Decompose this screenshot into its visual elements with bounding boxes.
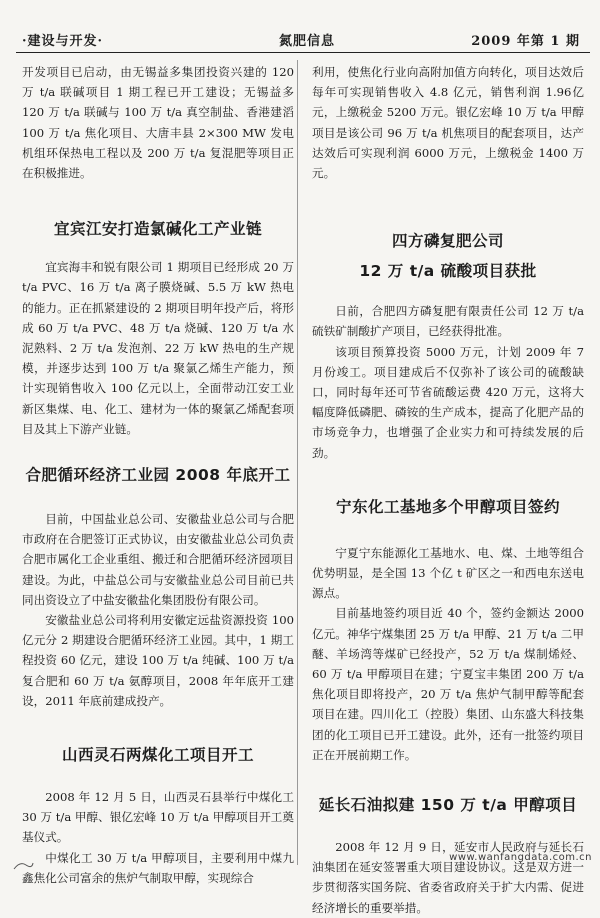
site-watermark: www.wanfangdata.com.cn bbox=[449, 852, 592, 863]
article-title-sifang-line2: 12 万 t/a 硫酸项目获批 bbox=[359, 262, 537, 281]
page-corner-mark bbox=[12, 860, 34, 870]
article-paragraph: 安徽盐业总公司将利用安徽定远盐资源投资 100 亿元分 2 期建设合肥循环经济工业园。其中，1 期工程投资 60 亿元，建设 100 万 t/a 纯碱、100 万 t/a 复合肥和 60 万 t/a 氨醇项目，2008 年年底开工建设，2011 年底前建成投产。 bbox=[22, 613, 294, 708]
article-paragraph: 宁夏宁东能源化工基地水、电、煤、土地等组合优势明显，是全国 13 个亿 t 矿区之一和西电东送电源点。 bbox=[312, 545, 584, 601]
article-paragraph: 该项目预算投资 5000 万元，计划 2009 年 7 月份竣工。项目建成后不仅弥补了该公司的硫酸缺口，同时每年还可节省硫酸运费 420 万元，这将大幅度降低磷肥、磷铵的生产成本，提高了化肥产品的市场竞争力，也增强了企业实力和可持续发展的后劲。 bbox=[312, 344, 584, 460]
article-paragraph: 2008 年 12 月 9 日，延安市人民政府与延长石油集团在延安签署重大项目建设协议。这是双方进一步贯彻落实国务院、省委省政府关于扩大内需、促进经济增长的重要举措。 bbox=[312, 840, 584, 915]
column-divider bbox=[297, 60, 298, 865]
article-title-yanchang: 延长石油拟建 150 万 t/a 甲醇项目 bbox=[318, 796, 578, 815]
journal-title: 氮肥信息 bbox=[279, 34, 336, 49]
header-divider bbox=[16, 52, 590, 53]
article-paragraph: 2008 年 12 月 5 日，山西灵石县举行中煤化工 30 万 t/a 甲醇、银亿宏峰 10 万 t/a 甲醇项目开工奠基仪式。 bbox=[22, 790, 294, 845]
article-paragraph: 目前，中国盐业总公司、安徽盐业总公司与合肥市政府在合肥签订正式协议，由安徽盐业总公司负责合肥市属化工企业重组、搬迁和合肥循环经济园项目建设。为此，中盐总公司与安徽盐业总公司目前已共同出资设立了中盐安徽盐化集团股份有限公司。 bbox=[22, 512, 294, 607]
article-paragraph: 目前基地签约项目近 40 个，签约金额达 2000 亿元。神华宁煤集团 25 万 t/a 甲醇、21 万 t/a 二甲醚、羊场湾等煤矿已经投产，52 万 t/a 煤制烯烃、60 万 t/a 甲醇项目在建；宁夏宝丰集团 200 万 t/a 焦化项目即将投产，20 万 t/a 焦炉气制甲醇等配套项目在建。四川化工（控股）集团、山东盛大科技集团的化工项目已开工建设。此外，还有一批签约项目正在开展前期工作。 bbox=[312, 606, 584, 762]
article-title-yibin: 宜宾江安打造氯碱化工产业链 bbox=[53, 220, 262, 239]
continued-paragraph: 开发项目已启动，由无锡益多集团投资兴建的 120 万 t/a 联碱项目 1 期工程已开工建设；无锡益多 120 万 t/a 联碱与 100 万 t/a 真空制盐、香港建滔 100 万 t/a 焦化项目、大唐丰县 2×300 MW 发电机组环保热电工程以及 200 万 t/a 复混肥等项目正在积极推进。 bbox=[22, 65, 294, 181]
article-title-hefei: 合肥循环经济工业园 2008 年底开工 bbox=[25, 466, 291, 485]
section-label: ·建设与开发· bbox=[22, 34, 104, 49]
continued-paragraph: 利用，使焦化行业向高附加值方向转化，项目达效后每年可实现销售收入 4.8 亿元，销售利润 1.96亿元，上缴税金 5200 万元。银亿宏峰 10 万 t/a 甲醇项目是该公司 96 万 t/a 机焦项目的配套项目，达产达效后可实现利润 6000 万元，上缴税金 1400 万元。 bbox=[312, 65, 584, 181]
article-paragraph: 宜宾海丰和锐有限公司 1 期项目已经形成 20 万 t/a PVC、16 万 t/a 离子膜烧碱、5.5 万 kW 热电的能力。正在抓紧建设的 2 期项目明年投产后，将形成 60 万 t/a PVC、48 万 t/a 烧碱、120 万 t/a 水泥熟料、2 万 t/a 发泡剂、22 万 kW 热电的生产规模，并逐步达到 100 万 t/a 聚氯乙烯生产能力，预计实现销售收入 100 亿元以上，全面带动江安工业新区集煤、电、化工、建材为一体的聚氯乙烯配套项目及其上下游产业链。 bbox=[22, 260, 294, 436]
article-title-ningdong: 宁东化工基地多个甲醇项目签约 bbox=[335, 497, 560, 516]
article-title-sifang-line1: 四方磷复肥公司 bbox=[391, 232, 504, 251]
right-column bbox=[312, 62, 584, 918]
issue-label: 2009 年第 1 期 bbox=[471, 34, 580, 49]
page-header bbox=[0, 0, 600, 52]
article-paragraph: 日前，合肥四方磷复肥有限责任公司 12 万 t/a 硫铁矿制酸扩产项目，已经获得批准。 bbox=[312, 304, 584, 339]
article-paragraph: 中煤化工 30 万 t/a 甲醇项目，主要利用中煤九鑫焦化公司富余的焦炉气制取甲醇，实现综合 bbox=[22, 850, 294, 885]
article-title-shanxi: 山西灵石两煤化工项目开工 bbox=[61, 746, 254, 765]
left-column bbox=[22, 62, 294, 888]
